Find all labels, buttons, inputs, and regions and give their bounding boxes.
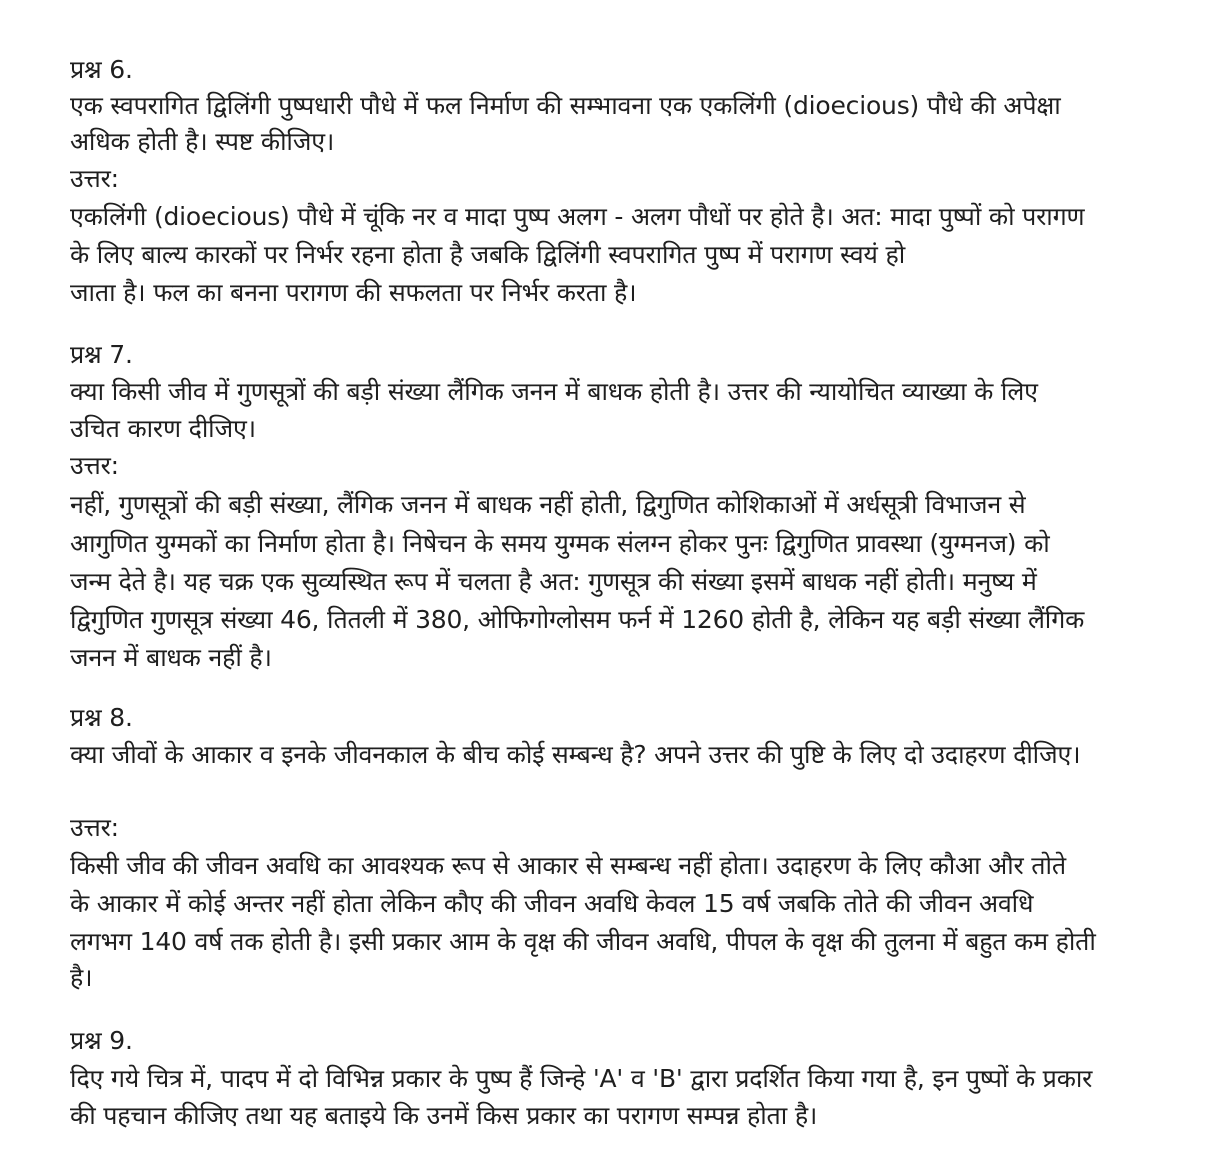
answer-6-line-3: जाता है। फल का बनना परागण की सफलता पर निर्भर करता है। bbox=[70, 278, 637, 307]
question-6-text-line-2: अधिक होती है। स्पष्ट कीजिए। bbox=[70, 127, 335, 156]
question-7-label: प्रश्न 7. bbox=[70, 340, 133, 369]
answer-6-line-2: के लिए बाल्य कारकों पर निर्भर रहना होता है जबकि द्विलिंगी स्वपरागित पुष्प में परागण स्वयं हो bbox=[70, 240, 906, 269]
question-7-text-line-1: क्या किसी जीव में गुणसूत्रों की बड़ी संख्या लैंगिक जनन में बाधक होती है। उत्तर की न्यायोचित व्याख्या के लिए bbox=[70, 377, 1038, 406]
question-8-text-line-1: क्या जीवों के आकार व इनके जीवनकाल के बीच कोई सम्बन्ध है? अपने उत्तर की पुष्टि के लिए दो उदाहरण दीजिए। bbox=[70, 740, 1081, 769]
answer-7-line-3: जन्म देते है। यह चक्र एक सुव्यस्थित रूप में चलता है अत: गुणसूत्र की संख्या इसमें बाधक नहीं होती। मनुष्य में bbox=[70, 567, 1037, 596]
answer-7-line-4: द्विगुणित गुणसूत्र संख्या 46, तितली में 380, ओफिगोग्लोसम फर्न में 1260 होती है, लेकिन यह बड़ी संख्या लैंगिक bbox=[70, 605, 1085, 634]
question-7-text-line-2: उचित कारण दीजिए। bbox=[70, 414, 256, 443]
answer-8-line-2: के आकार में कोई अन्तर नहीं होता लेकिन कौए की जीवन अवधि केवल 15 वर्ष जबकि तोते की जीवन अवधि bbox=[70, 889, 1034, 918]
question-8-label: प्रश्न 8. bbox=[70, 703, 133, 732]
answer-8-line-1: किसी जीव की जीवन अवधि का आवश्यक रूप से आकार से सम्बन्ध नहीं होता। उदाहरण के लिए कौआ और तोते bbox=[70, 851, 1066, 880]
question-9-text-line-2: की पहचान कीजिए तथा यह बताइये कि उनमें किस प्रकार का परागण सम्पन्न होता है। bbox=[70, 1101, 818, 1130]
answer-7-label: उत्तर: bbox=[70, 451, 119, 480]
answer-7-line-2: आगुणित युग्मकों का निर्माण होता है। निषेचन के समय युग्मक संलग्न होकर पुनः द्विगुणित प्रावस्था (युग्मनज) को bbox=[70, 529, 1050, 558]
answer-8-line-4: है। bbox=[70, 963, 93, 992]
question-6-text-line-1: एक स्वपरागित द्विलिंगी पुष्पधारी पौधे में फल निर्माण की सम्भावना एक एकलिंगी (dioecious) पौधे की अपेक्षा bbox=[70, 91, 1061, 120]
answer-6-line-1: एकलिंगी (dioecious) पौधे में चूंकि नर व मादा पुष्प अलग - अलग पौधों पर होते है। अत: मादा पुष्पों को परागण bbox=[70, 202, 1085, 231]
question-6-label: प्रश्न 6. bbox=[70, 55, 133, 84]
answer-8-label: उत्तर: bbox=[70, 813, 119, 842]
answer-7-line-5: जनन में बाधक नहीं है। bbox=[70, 643, 272, 672]
answer-8-line-3: लगभग 140 वर्ष तक होती है। इसी प्रकार आम के वृक्ष की जीवन अवधि, पीपल के वृक्ष की तुलना में बहुत कम होती bbox=[70, 927, 1096, 956]
question-9-text-line-1: दिए गये चित्र में, पादप में दो विभिन्न प्रकार के पुष्प हैं जिन्हे 'A' व 'B' द्वारा प्रदर्शित किया गया है, इन पुष्पों के प्रकार bbox=[70, 1064, 1093, 1093]
question-9-label: प्रश्न 9. bbox=[70, 1026, 133, 1055]
answer-7-line-1: नहीं, गुणसूत्रों की बड़ी संख्या, लैंगिक जनन में बाधक नहीं होती, द्विगुणित कोशिकाओं में अर्धसूत्री विभाजन से bbox=[70, 490, 1026, 519]
answer-6-label: उत्तर: bbox=[70, 164, 119, 193]
